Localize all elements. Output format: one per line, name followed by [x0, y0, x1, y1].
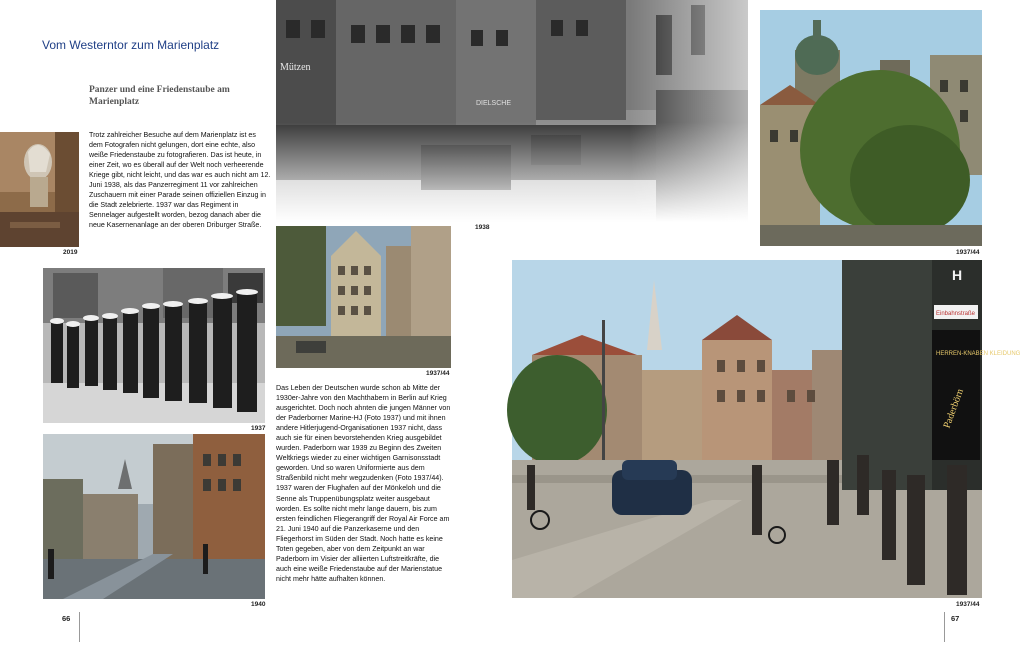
photo-statue — [0, 132, 79, 247]
intro-paragraph: Trotz zahlreicher Besuche auf dem Marienplatz ist es dem Fotografen nicht gelungen, dort eine echte, also weiße Friedenstaube zu fotografieren. Das ist heute, in einer Zeit, wo es überall auf der Welt noch verheerende Kriege gibt, nicht leicht, und das war es auch nicht am 12. Juni 1938, als das Panzerregiment 11 vor zahlreichen Zuschauern mit einer Parade seinen offiziellen Einzug in die Stadt zelebrierte. 1937 war das Regiment in Sennelager aufgestellt worden, bezog danach aber die neue Kasernenanlage an der oberen Driburger Straße. — [89, 131, 271, 230]
photo-marine-parade — [43, 268, 265, 423]
photo-rainy-street — [43, 434, 265, 599]
page-rule-left — [79, 612, 80, 642]
caption-rainy-street: 1940 — [251, 601, 266, 608]
page-rule-right — [944, 612, 945, 642]
photo-town-hall — [276, 226, 451, 368]
shop-sign-2: DIELSCHE — [476, 100, 512, 107]
photo-church-tree — [760, 10, 982, 246]
caption-color-square: 1937/44 — [956, 601, 980, 608]
caption-church-tree: 1937/44 — [956, 249, 980, 256]
store-sign-b: HERREN-KNABEN KLEIDUNG — [936, 351, 1021, 357]
photo-tank-parade — [276, 0, 748, 222]
photo-color-square — [512, 260, 1021, 598]
page-number-left: 66 — [62, 614, 71, 623]
section-subtitle: Panzer und eine Friedenstaube am Marienplatz — [89, 85, 230, 107]
caption-marine: 1937 — [251, 425, 266, 432]
store-sign-c: Paderbörn — [941, 387, 967, 430]
caption-tank-parade: 1938 — [475, 224, 490, 231]
caption-statue: 2019 — [63, 249, 78, 256]
caption-town-hall: 1937/44 — [426, 370, 450, 377]
page-number-right: 67 — [951, 614, 960, 623]
top-right-glyph: H — [952, 267, 963, 283]
body-paragraph: Das Leben der Deutschen wurde schon ab Mitte der 1930er-Jahre von den Machthabern in Berlin auf Krieg ausgerichtet. Doch noch ahnten die jungen Männer von der Paderborner Marine-HJ (Foto 1937) und mit ihnen andere Hitlerjugend-Organisationen 1937 nicht, dass auch sie für einen bevorstehenden Krieg ausgebildet wurden. Paderborn war 1939 zu Beginn des Zweiten Weltkriegs wieder zu einer wichtigen Garnisonsstadt geworden. Und so waren Uniformierte aus dem Straßenbild nicht mehr wegzudenken (Foto 1937/44). 1937 waren der Flughafen auf der Mönkeloh und die Senne als Truppenübungsplatz weiter ausgebaut worden. Es sollte nicht mehr lange dauern, bis zum ersten feindlichen Fliegerangriff der Royal Air Force am 21. Juni 1940 auf die Panzerkaserne und den Fliegerhorst im Süden der Stadt. Noch hatte es keine Toten gegeben, aber von dem Zeitpunkt an war Paderborn im Visier der alliierten Luftstreitkräfte, die auch eine weiße Friedenstaube auf der Marienstatue nicht mehr hätte aufhalten können. — [276, 384, 451, 583]
store-sign-a: Einbahnstraße — [936, 311, 976, 317]
chapter-title: Vom Westerntor zum Marienplatz — [42, 38, 220, 52]
shop-sign-1: Mützen — [280, 62, 311, 73]
